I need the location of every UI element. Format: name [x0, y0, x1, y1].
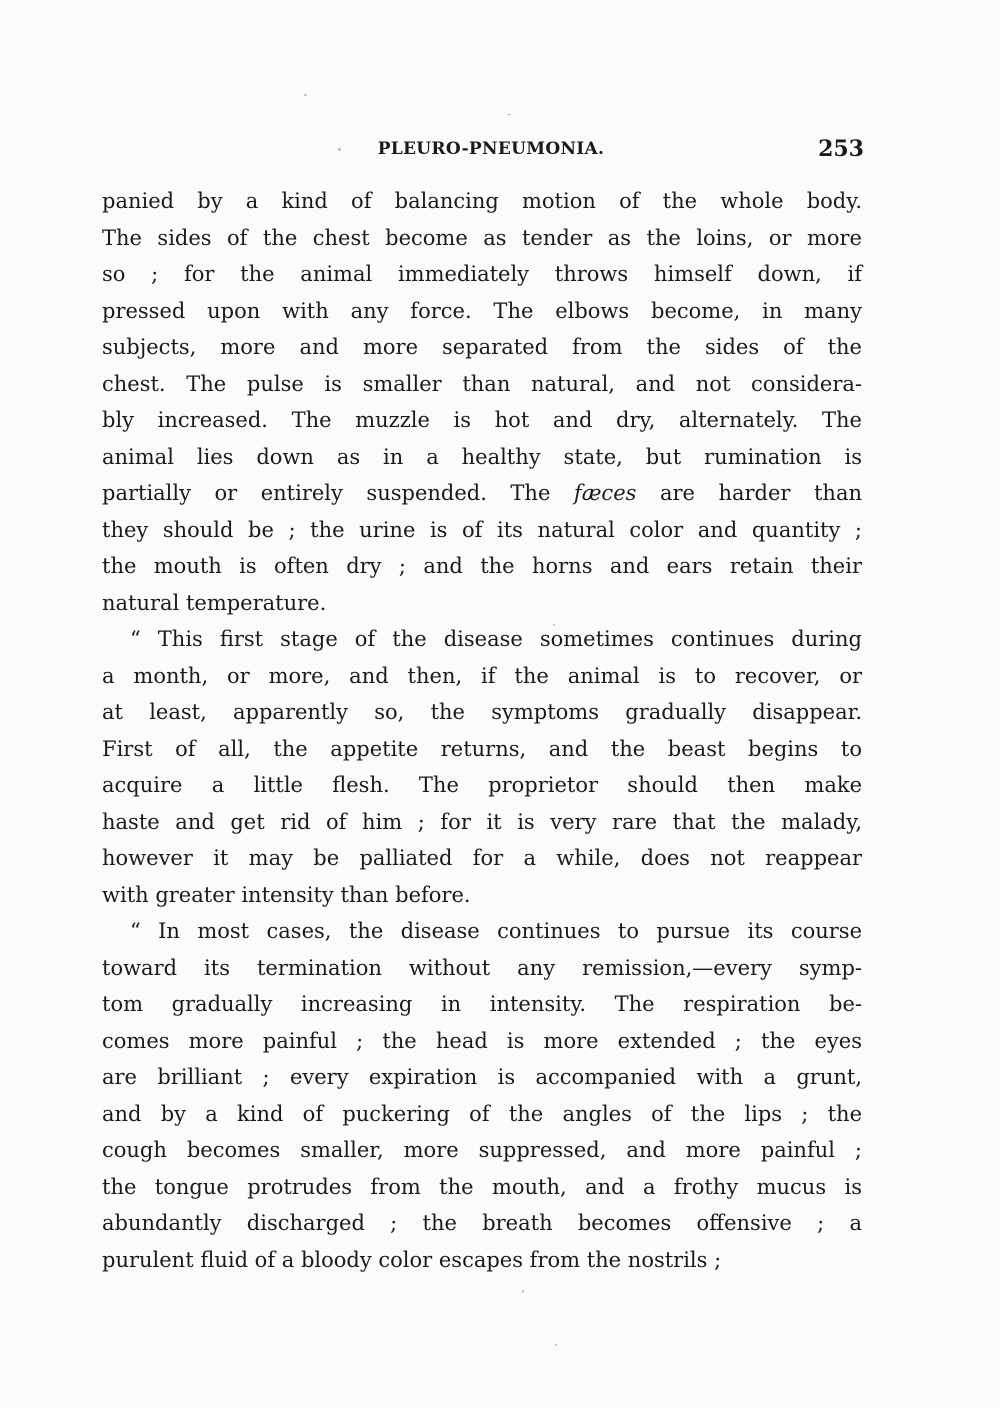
text-line: with greater intensity than before. [102, 882, 471, 907]
scan-speck [555, 1344, 557, 1346]
text-line: toward its termination without any remission,—every symp- [102, 955, 862, 980]
scan-speck [304, 94, 307, 96]
text-line: bly increased. The muzzle is hot and dry, alternately. The [102, 408, 862, 432]
text-line: pressed upon with any force. The elbows become, in many [102, 298, 862, 323]
text-line: tom gradually increasing in intensity. The respiration be- [102, 992, 862, 1016]
body-text [102, 183, 862, 1278]
paragraph [102, 913, 862, 1278]
text-line: at least, apparently so, the symptoms gradually disappear. [102, 700, 862, 724]
text-line: however it may be palliated for a while, does not reappear [102, 846, 862, 870]
text-line: The sides of the chest become as tender as the loins, or more [102, 225, 862, 250]
text-line: purulent fluid of a bloody color escapes from the nostrils ; [102, 1247, 722, 1272]
text-line: panied by a kind of balancing motion of the whole body. [102, 189, 862, 213]
text-line: the mouth is often dry ; and the horns and ears retain their [102, 554, 862, 578]
page-number: 253 [818, 136, 864, 162]
text-line: the tongue protrudes from the mouth, and a frothy mucus is [102, 1174, 862, 1199]
text-line: they should be ; the urine is of its natural color and quantity ; [102, 517, 862, 542]
text-line: natural temperature. [102, 590, 327, 615]
text-line: abundantly discharged ; the breath becomes offensive ; a [102, 1211, 862, 1235]
text-line: so ; for the animal immediately throws himself down, if [102, 262, 862, 286]
text-line: partially or entirely suspended. The fæces are harder than [102, 481, 863, 505]
paragraph [102, 621, 862, 913]
running-title: PLEURO-PNEUMONIA. [377, 139, 605, 159]
text-line: “ This first stage of the disease sometimes continues during [130, 627, 862, 651]
scan-speck [522, 1290, 524, 1293]
text-line: a month, or more, and then, if the animal is to recover, or [102, 663, 862, 688]
scan-speck [338, 148, 341, 151]
text-line: First of all, the appetite returns, and the beast begins to [102, 736, 862, 761]
text-line: and by a kind of puckering of the angles of the lips ; the [102, 1101, 862, 1126]
text-line: subjects, more and more separated from the sides of the [102, 335, 862, 359]
text-line: animal lies down as in a healthy state, but rumination is [102, 444, 862, 469]
text-line: cough becomes smaller, more suppressed, and more painful ; [102, 1138, 862, 1162]
paragraph [102, 183, 862, 621]
text-line: are brilliant ; every expiration is accompanied with a grunt, [102, 1065, 862, 1089]
text-line: haste and get rid of him ; for it is very rare that the malady, [102, 809, 862, 834]
text-line: acquire a little flesh. The proprietor should then make [102, 773, 862, 797]
scan-speck [553, 624, 555, 626]
text-line: chest. The pulse is smaller than natural, and not considera- [102, 371, 862, 396]
scan-speck [507, 114, 511, 115]
running-head [100, 136, 864, 167]
text-line: comes more painful ; the head is more extended ; the eyes [102, 1028, 862, 1053]
text-line: “ In most cases, the disease continues to pursue its course [130, 919, 862, 943]
